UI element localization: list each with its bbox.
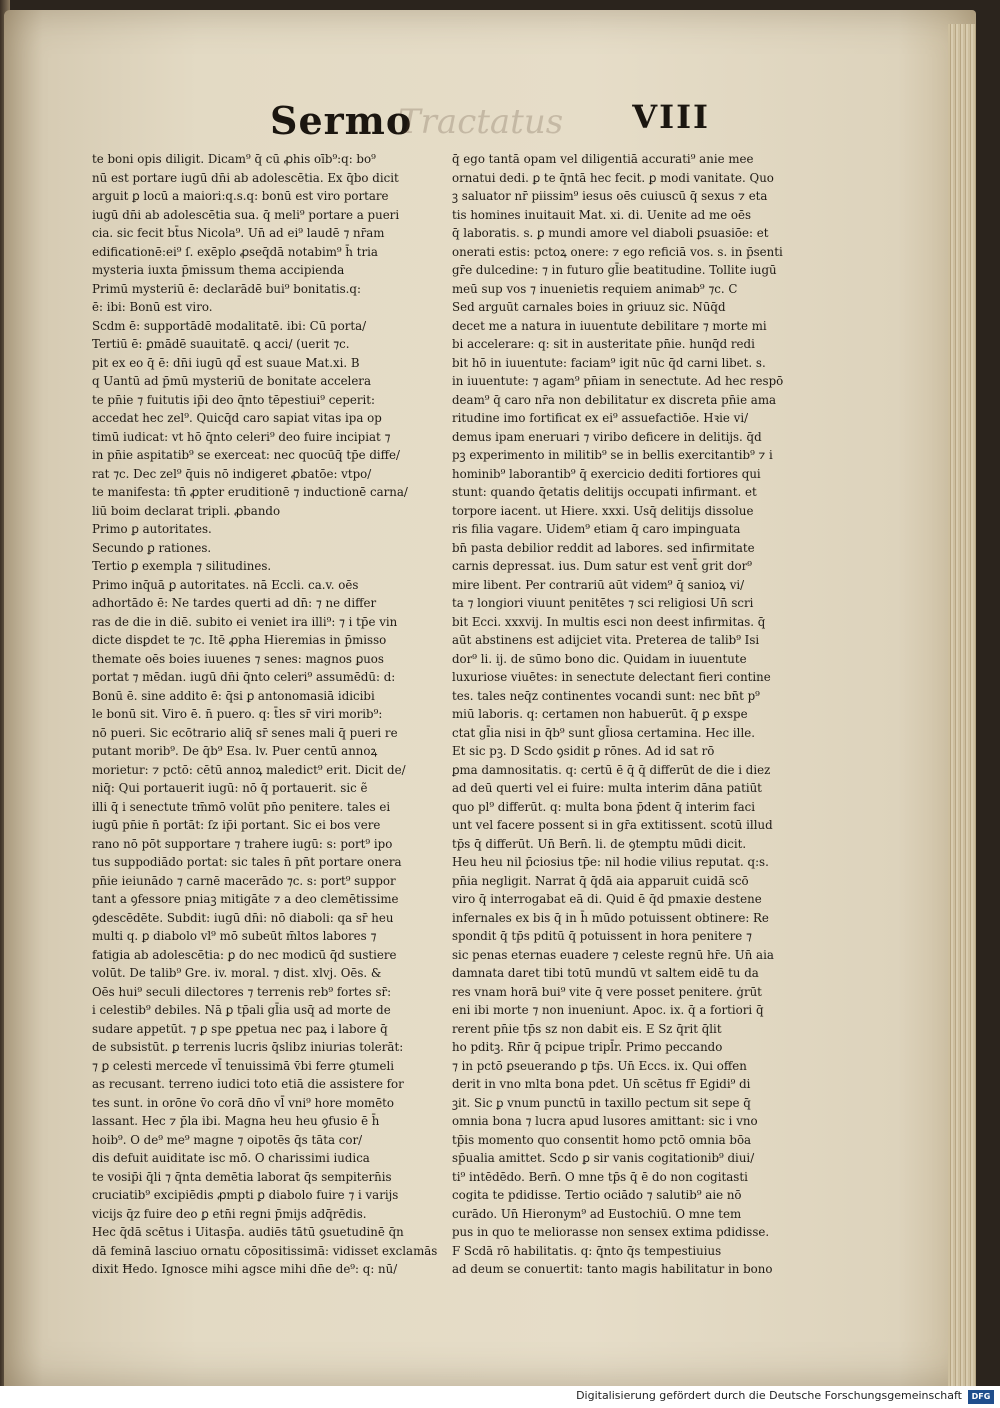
text-line: tis homines inuitauit Mat. xi. di. Uenite ad me oēs <box>452 207 751 222</box>
viewer-footer <box>0 1386 1000 1408</box>
text-line: accedat hec zel⁹. Quicq̄d caro sapiat vitas ipa op <box>92 411 382 425</box>
text-line: pn̄ie ieiunādo ⁊ carnē macerādo ⁊c. s: port⁹ suppor <box>92 873 396 888</box>
text-line: ho pditꝫ. Rn̄r q̄ pcipue tripl̄r. Primo peccando <box>452 1040 723 1054</box>
text-line: Bonū ē. sine addito ē: q̄si ꝑ antonomasiā idicibi <box>92 688 375 703</box>
text-line: rat ⁊c. Dec zel⁹ q̄uis nō indigeret ꝓbatōe: vtpo/ <box>92 466 372 481</box>
running-header <box>270 98 710 142</box>
text-line: le bonū sit. Viro ē. n̄ puero. q: t̄les sr̄ viri morib⁹: <box>92 707 383 721</box>
text-line: ad deum se conuertit: tanto magis habilitatur in bono <box>452 1262 773 1276</box>
text-line: morietur: ⁊ pctō: cētū annoꝝ maledict⁹ erit. Dicit de/ <box>92 762 406 777</box>
text-line: tus suppodiādo portat: sic tales n̄ pn̄t portare onera <box>92 855 402 869</box>
text-line: q Uantū ad p̄mū mysteriū de bonitate accelera <box>92 374 371 388</box>
text-line: putant morib⁹. De q̄b⁹ Esa. lv. Puer centū annoꝝ <box>92 744 378 758</box>
text-line: dā feminā lasciuo ornatu cōpositissimā: vidisset exclamās <box>92 1243 438 1258</box>
text-line: tes. tales neq̄z continentes vocandi sunt: nec bn̄t p⁹ <box>452 688 760 703</box>
text-line: liū boim declarat tripli. ꝓbando <box>92 503 281 518</box>
text-line: ti⁹ intēdēdo. Bern̄. O mne tp̄s q̄ ē do non cogitasti <box>452 1169 748 1184</box>
text-line: Sed arguūt carnales boies in ꝯriuuz sic. Nūq̄d <box>452 300 726 314</box>
text-line: Tertio ꝑ exempla ⁊ silitudines. <box>92 559 272 573</box>
text-line: hominib⁹ laborantib⁹ q̄ exercicio dediti fortiores qui <box>452 466 761 481</box>
text-line: de subsistūt. ꝑ terrenis lucris q̄slibz iniurias tolerāt: <box>92 1040 404 1054</box>
text-line: curādo. Un̄ Hieronym⁹ ad Eustochiū. O mne tem <box>452 1206 742 1221</box>
text-line: res vnam horā bui⁹ vite q̄ vere posset penitere. ġrūt <box>452 984 762 999</box>
text-line: Hec q̄dā scētus i Uitasp̄a. audiēs tātū ꝯsuetudinē q̄n <box>92 1225 404 1239</box>
text-line: vicijs q̄z fuire deo ꝑ etn̄i regni p̄mijs adq̄rēdis. <box>92 1206 367 1221</box>
text-line: illi q̄ i senectute tm̄mō volūt pn̄o penitere. tales ei <box>92 799 391 814</box>
text-line: F Scdā rō habilitatis. q: q̄nto q̄s tempestiuius <box>452 1243 722 1258</box>
text-line: ꝯdescēdēte. Subdit: iugū dn̄i: nō diaboli: qa sr̄ heu <box>92 910 394 925</box>
text-line: spondit q̄ tp̄s pditū q̄ potuissent in hora penitere ⁊ <box>452 929 752 943</box>
text-line: te vosip̄i q̄li ⁊ q̄nta demētia laborat q̄s sempitern̄is <box>92 1169 392 1184</box>
text-line: luxuriose viuētes: in senectute delectant fieri contine <box>452 670 771 684</box>
text-line: Scdm ē: supportādē modalitatē. ibi: Cū porta/ <box>92 318 367 333</box>
text-line: ꝑma damnositatis. q: certū ē q̄ q̄ differūt de die i diez <box>452 762 771 777</box>
text-line: hoib⁹. O de⁹ me⁹ magne ⁊ oipotēs q̄s tāta cor/ <box>92 1132 363 1147</box>
text-line: damnata daret tibi totū mundū vt saltem eidē tu da <box>452 966 759 980</box>
show-through-text: Tractatus <box>398 102 564 142</box>
text-line: ras de die in diē. subito ei veniet ira illi⁹: ⁊ i tp̄e vin <box>92 614 398 629</box>
text-line: meū sup vos ⁊ inuenietis requiem animab⁹ ⁊c. C <box>452 281 738 296</box>
text-line: derit in vno mlta bona pdet. Un̄ scētus fr̄ Egidi⁹ di <box>452 1077 751 1091</box>
text-line: pus in quo te meliorasse non sensex extima pdidisse. <box>452 1225 770 1239</box>
folio-number: VIII <box>632 98 710 136</box>
dfg-logo: DFG <box>968 1390 994 1404</box>
text-line: in iuuentute: ⁊ agam⁹ pn̄iam in senectute. Ad hec respō <box>452 374 784 388</box>
text-column-left <box>92 150 442 1279</box>
text-line: q̄ ego tantā opam vel diligentiā accurati⁹ anie mee <box>452 152 754 166</box>
text-line: onerati estis: pctoꝝ onere: ⁊ ego reficiā vos. s. in p̄senti <box>452 244 783 259</box>
text-line: in pn̄ie aspitatib⁹ se exerceat: nec quocūq̄ tp̄e diffe/ <box>92 448 401 462</box>
text-line: volūt. De talib⁹ Gre. iv. moral. ⁊ dist. xlvj. Oēs. & <box>92 966 382 980</box>
text-line: carnis depressat. ius. Dum satur est vent̄ grit dor⁹ <box>452 559 753 573</box>
text-line: dixit Ħedo. Ignosce mihi agsce mihi dn̄e de⁹: q: nū/ <box>92 1262 398 1276</box>
text-line: Secundo ꝑ rationes. <box>92 540 212 555</box>
text-line: ris filia vagare. Uidem⁹ etiam q̄ caro impinguata <box>452 522 741 536</box>
text-line: portat ⁊ mēdan. iugū dn̄i q̄nto celeri⁹ assumēdū: d: <box>92 670 396 684</box>
text-line: tes sunt. in orōne v̄o corā dn̄o vl̄ vni⁹ hore momēto <box>92 1095 395 1110</box>
text-line: mysteria iuxta p̄missum thema accipienda <box>92 263 345 277</box>
text-line: omnia bona ⁊ lucra apud lusores amittant: sic i vno <box>452 1114 758 1128</box>
text-line: cruciatib⁹ excipiēdis ꝓmpti ꝑ diabolo fuire ⁊ i varijs <box>92 1188 399 1202</box>
text-line: ta ⁊ longiori viuunt penitētes ⁊ sci religiosi Un̄ scri <box>452 596 754 610</box>
text-line: Oēs hui⁹ seculi dilectores ⁊ terrenis reb⁹ fortes sr̄: <box>92 984 392 999</box>
text-column-right <box>452 150 802 1279</box>
text-line: multi q. ꝑ diabolo vl⁹ mō subeūt m̄ltos labores ⁊ <box>92 929 377 943</box>
text-line: viro q̄ interrogabat eā di. Quid ē q̄d pmaxie destene <box>452 892 762 906</box>
text-line: as recusant. terreno iudici toto etiā die assistere for <box>92 1077 404 1091</box>
text-line: decet me a natura in iuuentute debilitare ⁊ morte mi <box>452 318 767 333</box>
text-line: ⁊ ꝑ celesti mercede vl̄ tenuissimā v̄bi ferre ꝯtumeli <box>92 1058 394 1073</box>
text-line: eni ibi morte ⁊ non inueniunt. Apoc. ix. q̄ a fortiori q̄ <box>452 1003 764 1017</box>
text-line: adhortādo ē: Ne tardes querti ad dn̄: ⁊ ne differ <box>92 596 377 610</box>
text-line: tp̄is momento quo consentit homo pctō omnia bōa <box>452 1132 752 1147</box>
text-line: ⁊ in pctō ꝑseuerando ꝑ tp̄s. Un̄ Eccs. ix. Qui offen <box>452 1058 747 1073</box>
text-line: infernales ex bis q̄ in h̄ mūdo potuissent obtinere: Re <box>452 910 769 925</box>
text-line: sp̄ualia amittet. Scdo ꝑ sir vanis cogitationib⁹ diui/ <box>452 1151 755 1165</box>
running-title: Sermo <box>270 98 413 143</box>
text-line: sudare appetūt. ⁊ ꝑ spe ꝑpetua nec paꝝ i labore q̄ <box>92 1021 388 1036</box>
text-line: aūt abstinens est adijciet vita. Preterea de talib⁹ Isi <box>452 633 760 647</box>
text-line: te manifesta: tn̄ ꝓpter eruditionē ⁊ inductionē carna/ <box>92 485 408 499</box>
text-line: nō pueri. Sic ecōtrario aliq̄ sr̄ senes mali q̄ pueri re <box>92 725 398 740</box>
text-line: stunt: quando q̄etatis delitijs occupati infirmant. et <box>452 485 757 499</box>
text-line: timū iudicat: vt hō q̄nto celeri⁹ deo fuire incipiat ⁊ <box>92 429 391 444</box>
text-line: sic penas eternas euadere ⁊ celeste regnū hr̄e. Un̄ aia <box>452 947 774 962</box>
text-line: i celestib⁹ debiles. Nā ꝑ tp̄ali gl̄ia usq̄ ad morte de <box>92 1003 391 1017</box>
text-line: miū laboris. q: certamen non habuerūt. q̄ ꝑ exspe <box>452 707 748 721</box>
text-line: gr̄e dulcedine: ⁊ in futuro gl̄ie beatitudine. Tollite iugū <box>452 263 777 277</box>
text-line: te pn̄ie ⁊ fuitutis ip̄i deo q̄nto tēpestiui⁹ ceperit: <box>92 392 376 407</box>
text-line: edificationē:ei⁹ ſ. exēplo ꝓseq̄dā notabim⁹ h̄ tria <box>92 244 378 259</box>
text-line: cogita te pdidisse. Tertio ociādo ⁊ salutib⁹ aie nō <box>452 1188 742 1202</box>
text-line: q̄ laboratis. s. ꝑ mundi amore vel diaboli ꝑsuasiōe: et <box>452 226 769 240</box>
text-line: Et sic pꝫ. D Scdo ꝯsidit ꝑ rōnes. Ad id sat rō <box>452 744 715 758</box>
text-line: Primo inq̄uā ꝑ autoritates. nā Eccli. ca.v. oēs <box>92 577 359 592</box>
text-line: pn̄ia negligit. Narrat q̄ q̄dā aia apparuit cuidā scō <box>452 873 749 888</box>
text-line: dicte disꝑdet te ⁊c. Itē ꝓpha Hieremias in p̄misso <box>92 633 387 647</box>
page-edge-stack <box>948 24 976 1386</box>
text-line: arguit ꝑ locū a maiori:q.s.q: bonū est viro portare <box>92 189 389 203</box>
text-line: deam⁹ q̄ caro nr̄a non debilitatur ex discreta pn̄ie ama <box>452 392 777 407</box>
text-line: mire libent. Per contrariū aūt videm⁹ q̄ sanioꝝ vi/ <box>452 577 745 592</box>
text-line: unt vel facere possent si in gr̄a extitissent. scotū illud <box>452 818 773 832</box>
text-line: themate oēs boies iuuenes ⁊ senes: magnos ꝑuos <box>92 651 384 666</box>
text-line: tp̄s q̄ differūt. Un̄ Bern̄. li. de ꝯtemptu mūdi dicit. <box>452 836 747 851</box>
text-line: bit hō in iuuentute: faciam⁹ igit nūc q̄d carni libet. s. <box>452 355 766 370</box>
text-line: te boni opis diligit. Dicam⁹ q̄ cū ꝓhis oīb⁹:q: bo⁹ <box>92 152 376 166</box>
funding-note: Digitalisierung gefördert durch die Deutsche Forschungsgemeinschaft <box>576 1389 962 1402</box>
text-line: ritudine imo fortificat ex ei⁹ assuefactiōe. Hꝛie vi/ <box>452 411 749 425</box>
text-line: bn̄ pasta debilior reddit ad labores. sed infirmitate <box>452 540 755 555</box>
text-line: fatigia ab adolescētia: ꝑ do nec modicū q̄d sustiere <box>92 947 397 962</box>
text-line: ornatui dedi. ꝑ te q̄ntā hec fecit. ꝑ modi vanitate. Quo <box>452 170 774 185</box>
text-line: rano nō pōt supportare ⁊ trahere iugū: s: port⁹ ipo <box>92 836 393 851</box>
text-line: dis defuit auiditate isc mō. O charissimi iudica <box>92 1151 370 1165</box>
text-line: bit Ecci. xxxvij. In multis esci non deest infirmitas. q̄ <box>452 614 766 629</box>
text-line: iugū pn̄ie n̄ portāt: ſz ip̄i portant. Sic ei bos vere <box>92 818 381 832</box>
text-line: nū est portare iugū dn̄i ab adolescētia. Ex q̄bo dicit <box>92 170 399 185</box>
text-line: iugū dn̄i ab adolescētia sua. q̄ meli⁹ portare a pueri <box>92 207 400 222</box>
text-line: pit ex eo q̄ ē: dn̄i iugū qd̄ est suaue Mat.xi. B <box>92 355 360 370</box>
text-line: Primū mysteriū ē: declarādē bui⁹ bonitatis.q: <box>92 281 361 296</box>
text-line: tant a ꝯfessore pniaꝫ mitigāte ⁊ a deo clemētissime <box>92 892 399 906</box>
text-line: pꝫ experimento in militib⁹ se in bellis exercitantib⁹ ⁊ i <box>452 448 773 462</box>
text-line: demus ipam eneruari ⁊ viribo deficere in delitijs. q̄d <box>452 429 762 444</box>
text-line: Tertiū ē: ꝑmādē suauitatē. ꝗ acci/ (uerit ⁊c. <box>92 337 350 351</box>
text-line: cia. sic fecit bt̄us Nicola⁹. Un̄ ad ei⁹ laudē ⁊ nr̄am <box>92 226 385 240</box>
text-line: Heu heu nil p̄ciosius tp̄e: nil hodie vilius reputat. q:s. <box>452 855 769 869</box>
text-line: Primo ꝑ autoritates. <box>92 522 212 536</box>
text-line: ctat gl̄ia nisi in q̄b⁹ sunt gl̄iosa certamina. Hec ille. <box>452 725 755 740</box>
text-line: bi accelerare: q: sit in austeritate pn̄ie. hunq̄d redi <box>452 337 755 351</box>
text-line: ē: ibi: Bonū est viro. <box>92 300 213 314</box>
text-line: quo pl⁹ differūt. q: multa bona p̄dent q̄ interim faci <box>452 799 756 814</box>
text-line: niq̄: Qui portauerit iugū: nō q̄ portauerit. sic ẽ <box>92 781 368 795</box>
text-line: ꝫit. Sic ꝑ vnum punctū in taxillo pectum sit sepe q̄ <box>452 1095 751 1110</box>
text-line: rerent pn̄ie tp̄s sz non dabit eis. E Sz q̄rit q̄lit <box>452 1021 722 1036</box>
text-line: dor⁹ li. ij. de sūmo bono dic. Quidam in iuuentute <box>452 651 747 666</box>
text-line: lassant. Hec ⁊ p̄la ibi. Magna heu heu ꝯfusio ē h̄ <box>92 1114 380 1128</box>
text-line: ad deū querti vel ei fuire: multa interim dāna patiūt <box>452 781 762 795</box>
text-line: torpore iacent. ut Hiere. xxxi. Usq̄ delitijs dissolue <box>452 503 754 518</box>
text-line: ꝫ saluator nr̄ piissim⁹ iesus oēs cuiuscū q̄ sexus ⁊ eta <box>452 189 768 203</box>
